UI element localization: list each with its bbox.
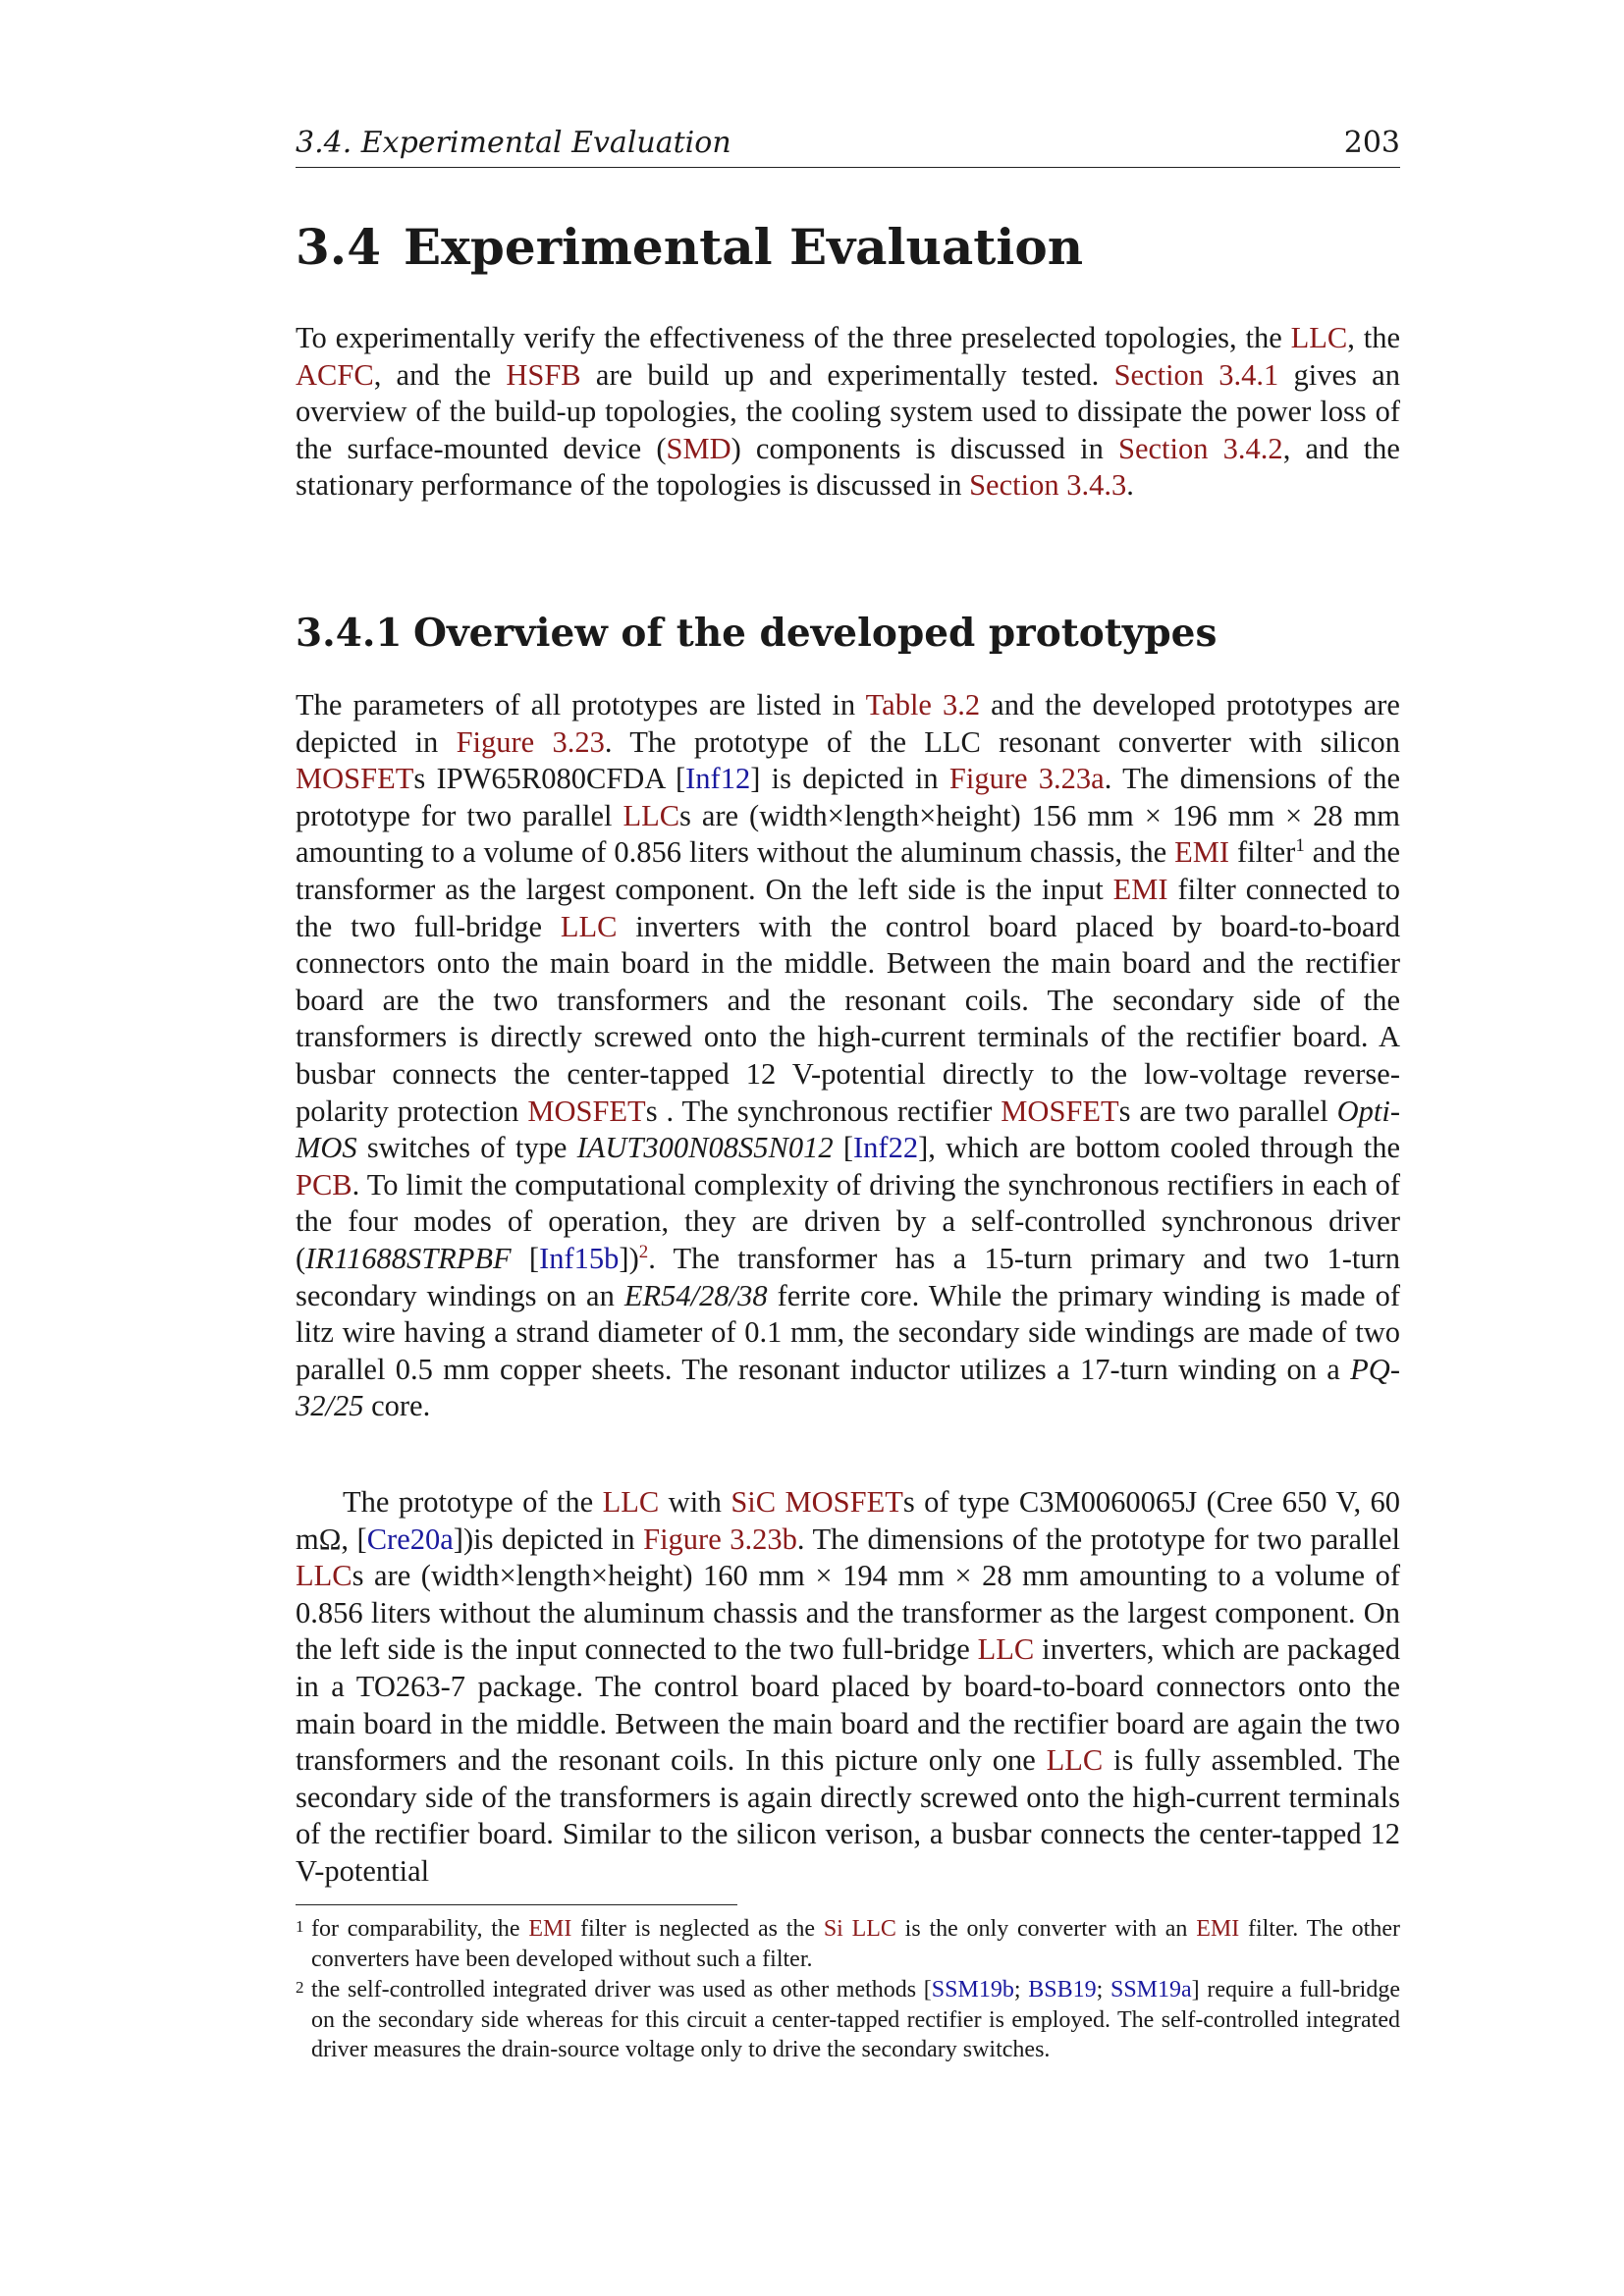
acronym-link-pcb[interactable]: PCB: [296, 1167, 352, 1201]
body-paragraph-1: The parameters of all prototypes are listed in Table 3.2 and the developed prototypes are depicted in Figure 3.23. The prototype of the LLC resonant converter with silicon MOSFETs IPW65R080CFDA [Inf12] is depicted in Figure 3.23a. The dimensions of the prototype for two parallel LLCs are (width×length×height) 156 mm × 196 mm × 28 mm amounting to a volume of 0.856 liters without the aluminum chassis, the EMI filter$^1$ and the transformer as the largest component. On the left side is the input EMI filter connected to the two full-bridge LLC inverters with the control board placed by board-to-board connectors onto the main board in the middle. Between the main board and the rectifier board are the two transformers and the resonant coils. The secondary side of the transformers is directly screwed onto the high-current terminals of the rectifier board. A busbar connects the center-tapped 12 V-potential directly to the low-voltage reverse-polarity protection MOSFETs . The synchronous rectifier MOSFETs are two parallel Opti-MOS switches of type IAUT300N08S5N012 [Inf22], which are bottom cooled through the PCB. To limit the computational complexity of driving the synchronous rectifiers in each of the four modes of operation, they are driven by a self-controlled synchronous driver (IR11688STRPBF [Inf15b])$^2$. The transformer has a 15-turn primary and two 1-turn secondary windings on an ER54/28/38 ferrite core. While the primary winding is made of litz wire having a strand diameter of 0.1 mm, the secondary side windings are made of two parallel 0.5 mm copper sheets. The resonant inductor utilizes a 17-turn winding on a PQ-32/25 core.: [296, 688, 1400, 1423]
footnote-1-mark: 1: [296, 1917, 304, 1936]
footnote-divider: [296, 1904, 737, 1905]
citation-link-inf22[interactable]: Inf22: [853, 1131, 919, 1165]
footnotes: [296, 1914, 1400, 2066]
page-number: 203: [1343, 126, 1400, 160]
section-link-3-4-2[interactable]: Section 3.4.2: [1118, 431, 1283, 465]
citation-link-inf15b[interactable]: Inf15b: [539, 1241, 620, 1275]
table-link-3-2[interactable]: Table 3.2: [865, 688, 981, 721]
section-link-3-4-3[interactable]: Section 3.4.3: [969, 468, 1127, 503]
acronym-link-sic[interactable]: SiC: [731, 1485, 777, 1519]
footnote-marker-1[interactable]: 1: [1295, 835, 1305, 857]
footnote-2-mark: 2: [296, 1978, 304, 1997]
acronym-link-emi[interactable]: EMI: [1112, 872, 1168, 906]
footnote-1: 1 for comparability, the EMI filter is neglected as the Si LLC is the only converter with an EMI filter. The other converters have been developed without such a filter.: [296, 1914, 1400, 1974]
citation-link-ssm19a[interactable]: SSM19a: [1110, 1977, 1192, 2002]
figure-link-3-23[interactable]: Figure 3.23: [456, 724, 605, 759]
section-heading: [296, 208, 1083, 287]
citation-link-bsb19[interactable]: BSB19: [1028, 1977, 1097, 2002]
subsection-heading: [296, 599, 1217, 667]
citation-link-cre20a[interactable]: Cre20a: [366, 1522, 454, 1556]
section-title: Experimental Evaluation: [404, 218, 1084, 276]
citation-link-ssm19b[interactable]: SSM19b: [931, 1977, 1014, 2002]
acronym-link-emi[interactable]: EMI: [528, 1916, 572, 1942]
acronym-link-emi[interactable]: EMI: [1174, 835, 1230, 870]
figure-link-3-23a[interactable]: Figure 3.23a: [948, 762, 1105, 796]
section-link-3-4-1[interactable]: Section 3.4.1: [1113, 357, 1279, 392]
acronym-link-emi[interactable]: EMI: [1196, 1916, 1240, 1942]
subsection-title: Overview of the developed prototypes: [413, 611, 1218, 656]
acronym-link-llc[interactable]: LLC: [623, 798, 680, 832]
acronym-link-hsfb[interactable]: HSFB: [506, 357, 581, 392]
running-header: [296, 124, 1400, 168]
acronym-link-mosfet[interactable]: MOSFET: [527, 1094, 646, 1128]
acronym-link-si-llc[interactable]: Si LLC: [823, 1916, 896, 1942]
subsection-number: 3.4.1: [296, 611, 403, 656]
acronym-link-acfc[interactable]: ACFC: [296, 357, 374, 392]
acronym-link-llc[interactable]: LLC: [560, 909, 618, 943]
intro-paragraph: To experimentally verify the effectiveness of the three preselected topologies, the LLC, the ACFC, and the HSFB are build up and experimentally tested. Section 3.4.1 gives an overview of the build-up topologies, the cooling system used to dissipate the power loss of the surface-mounted device (SMD) components is discussed in Section 3.4.2, and the stationary performance of the topologies is discussed in Section 3.4.3.: [296, 321, 1400, 503]
acronym-link-mosfet[interactable]: MOSFET: [785, 1485, 903, 1519]
body-paragraph-2: The prototype of the LLC with SiC MOSFETs of type C3M0060065J (Cree 650 V, 60 mΩ, [Cre20a])is depicted in Figure 3.23b. The dimensions of the prototype for two parallel LLCs are (width×length×height) 160 mm × 194 mm × 28 mm amounting to a volume of 0.856 liters without the aluminum chassis and the transformer as the largest component. On the left side is the input connected to the two full-bridge LLC inverters, which are packaged in a TO263-7 package. The control board placed by board-to-board connectors onto the main board in the middle. Between the main board and the rectifier board are again the two transformers and the resonant coils. In this picture only one LLC is fully assembled. The secondary side of the transformers is again directly screwed onto the high-current terminals of the rectifier board. Similar to the silicon verison, a busbar connects the center-tapped 12 V-potential: [296, 1485, 1401, 1888]
acronym-link-llc[interactable]: LLC: [1046, 1743, 1104, 1778]
acronym-link-smd[interactable]: SMD: [666, 431, 731, 465]
acronym-link-llc[interactable]: LLC: [977, 1632, 1035, 1667]
acronym-link-llc[interactable]: LLC: [296, 1559, 352, 1593]
acronym-link-mosfet[interactable]: MOSFET: [1001, 1094, 1119, 1128]
section-number: 3.4: [296, 218, 381, 276]
citation-link-inf12[interactable]: Inf12: [685, 762, 751, 796]
acronym-link-mosfet[interactable]: MOSFET: [296, 762, 414, 796]
running-header-section: 3.4. Experimental Evaluation: [296, 126, 731, 160]
acronym-link-llc[interactable]: LLC: [1290, 321, 1348, 354]
footnote-marker-2[interactable]: 2: [638, 1241, 649, 1262]
footnote-2: 2 the self-controlled integrated driver was used as other methods [SSM19b; BSB19; SSM19a] require a full-bridge on the secondary side whereas for this circuit a center-tapped rectifier is employed. The self-controlled integrated driver measures the drain-source voltage only to drive the secondary switches.: [296, 1975, 1400, 2065]
acronym-link-llc[interactable]: LLC: [602, 1485, 660, 1519]
figure-link-3-23b[interactable]: Figure 3.23b: [643, 1522, 797, 1556]
